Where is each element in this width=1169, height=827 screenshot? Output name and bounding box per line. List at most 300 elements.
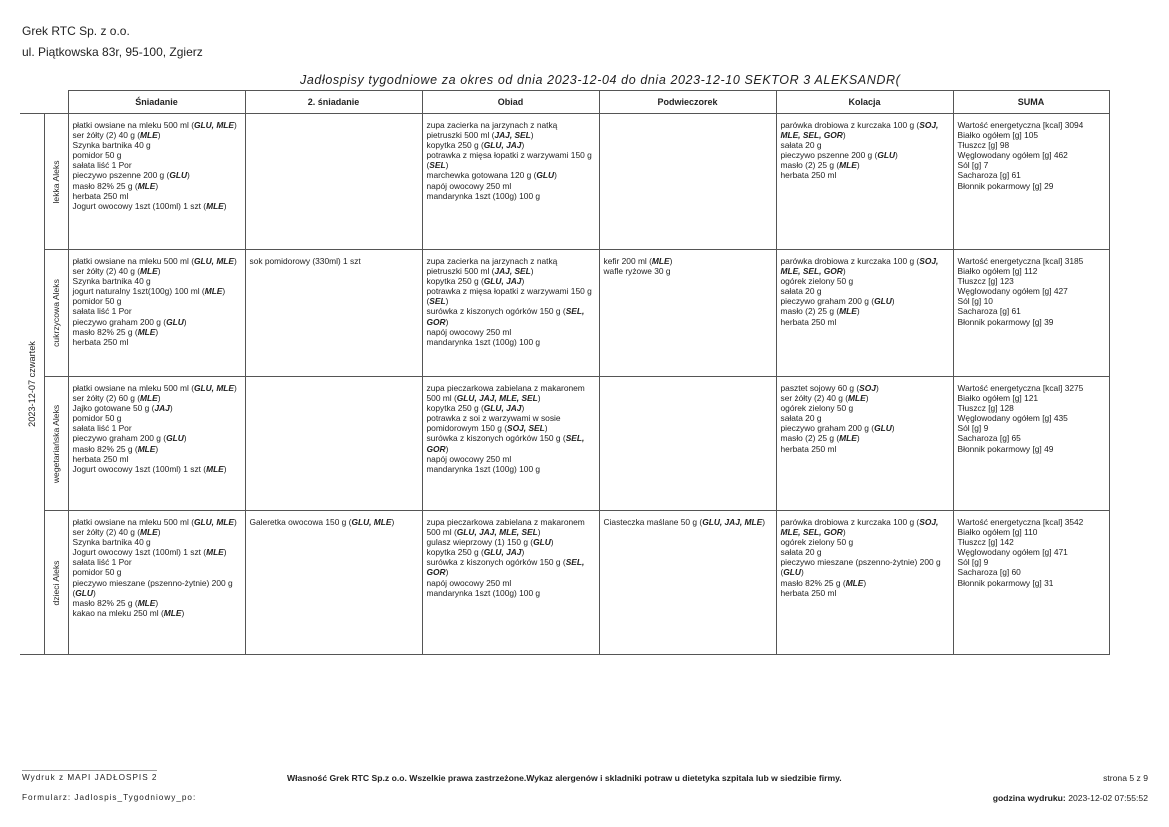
header-row bbox=[20, 91, 1109, 114]
item-text: parówka drobiowa z kurczaka 100 g ( bbox=[780, 120, 920, 130]
meal-item bbox=[73, 537, 241, 547]
item-text-end: ) bbox=[800, 567, 804, 578]
item-text: Tłuszcz [g] 123 bbox=[957, 276, 1014, 287]
item-text-end: ) bbox=[391, 517, 395, 527]
nutrition-value bbox=[958, 170, 1105, 180]
meal-item bbox=[73, 191, 241, 201]
allergen-codes: MLE bbox=[137, 443, 156, 454]
meal-cell-afternoon-snack bbox=[599, 250, 776, 377]
meal-item bbox=[604, 266, 772, 276]
allergen-codes: GLU, MLE bbox=[194, 256, 235, 266]
allergen-codes: MLE bbox=[137, 180, 156, 191]
allergen-codes: MLE bbox=[137, 326, 156, 337]
meal-item bbox=[427, 578, 595, 588]
item-text-end: ) bbox=[521, 276, 525, 287]
allergen-codes: SOJ, MLE, SEL, GOR bbox=[780, 120, 939, 141]
nutrition-value bbox=[958, 547, 1105, 557]
meal-cell-lunch bbox=[422, 250, 599, 377]
item-text-end: ) bbox=[223, 200, 227, 211]
allergen-codes: GLU, MLE bbox=[194, 517, 235, 527]
meal-item bbox=[73, 547, 241, 557]
item-text: Węglowodany ogółem [g] 427 bbox=[957, 286, 1068, 297]
allergen-codes: GLU bbox=[166, 316, 184, 327]
allergen-codes: MLE bbox=[651, 256, 670, 266]
item-text: ser żółty (2) 60 g ( bbox=[72, 393, 140, 404]
meal-item bbox=[781, 433, 949, 443]
diet-name-cell bbox=[44, 114, 68, 250]
item-text-end: ) bbox=[187, 170, 190, 181]
meal-item bbox=[781, 517, 949, 537]
nutrition-value bbox=[958, 181, 1105, 191]
item-text: napój owocowy 250 ml bbox=[426, 180, 512, 191]
nutrition-value bbox=[958, 578, 1105, 588]
item-text-end: ) bbox=[92, 587, 96, 598]
meal-item bbox=[73, 160, 241, 170]
item-text-end: ) bbox=[550, 537, 554, 548]
item-text: pasztet sojowy 60 g ( bbox=[780, 383, 860, 393]
item-text-end: ) bbox=[895, 150, 898, 161]
meal-item bbox=[781, 317, 949, 327]
item-text-end: ) bbox=[157, 266, 161, 277]
item-text-end: ) bbox=[181, 607, 185, 618]
allergen-codes: MLE bbox=[140, 130, 158, 141]
item-text: surówka z kiszonych ogórków 150 g ( bbox=[426, 306, 566, 317]
allergen-codes: SOJ, MLE, SEL, GOR bbox=[780, 517, 939, 538]
nutrition-value bbox=[958, 567, 1105, 577]
diet-name-cell bbox=[44, 250, 68, 377]
meal-item bbox=[73, 464, 241, 474]
meal-item bbox=[781, 120, 949, 140]
item-text-end: ) bbox=[544, 423, 548, 434]
item-text: herbata 250 ml bbox=[72, 336, 129, 347]
item-text: mandarynka 1szt (100g) 100 g bbox=[426, 190, 541, 201]
item-text: Białko ogółem [g] 105 bbox=[957, 130, 1039, 141]
meal-item bbox=[73, 527, 241, 537]
item-text: pieczywo graham 200 g ( bbox=[72, 316, 167, 327]
item-text: sałata liść 1 Por bbox=[72, 160, 132, 171]
item-text: Białko ogółem [g] 121 bbox=[957, 393, 1039, 404]
meal-item bbox=[73, 296, 241, 306]
meal-item bbox=[427, 588, 595, 598]
item-text-end: ) bbox=[842, 130, 846, 141]
item-text-end: ) bbox=[234, 256, 237, 266]
item-text-end: ) bbox=[762, 517, 766, 527]
item-text: ogórek zielony 50 g bbox=[780, 276, 854, 287]
item-text: Sacharoza [g] 61 bbox=[957, 170, 1021, 181]
allergen-codes: MLE bbox=[848, 393, 866, 404]
item-text: herbata 250 ml bbox=[780, 316, 837, 327]
item-text: zupa pieczarkowa zabielana z makaronem 500 ml ( bbox=[426, 517, 585, 538]
item-text: kakao na mleku 250 ml ( bbox=[72, 607, 164, 618]
allergen-codes: GLU bbox=[533, 537, 551, 548]
item-text: surówka z kiszonych ogórków 150 g ( bbox=[426, 557, 566, 568]
meal-item bbox=[427, 337, 595, 347]
item-text-end: ) bbox=[530, 130, 534, 141]
footer-printout: Wydruk z MAPI JADŁOSPIS 2 bbox=[22, 773, 158, 782]
meal-item bbox=[73, 170, 241, 180]
item-text: herbata 250 ml bbox=[780, 443, 837, 454]
allergen-codes: SOJ, SEL bbox=[507, 423, 545, 434]
meal-cell-second-breakfast bbox=[245, 511, 422, 655]
item-text: Ciasteczka maślane 50 g ( bbox=[603, 517, 703, 527]
item-text: Szynka bartnika 40 g bbox=[72, 537, 151, 548]
allergen-codes: MLE bbox=[206, 463, 224, 474]
item-text-end: ) bbox=[155, 180, 159, 191]
item-text: kopytka 250 g ( bbox=[426, 140, 484, 151]
allergen-codes: SEL bbox=[429, 296, 446, 307]
meal-item bbox=[73, 256, 241, 266]
item-text-end: ) bbox=[169, 403, 173, 414]
meal-item bbox=[73, 413, 241, 423]
item-text: surówka z kiszonych ogórków 150 g ( bbox=[426, 433, 566, 444]
allergen-codes: GLU, JAJ bbox=[483, 547, 522, 558]
item-text: płatki owsiane na mleku 500 ml ( bbox=[72, 256, 194, 266]
item-text: Białko ogółem [g] 110 bbox=[957, 527, 1038, 538]
meal-cell-lunch bbox=[422, 511, 599, 655]
meal-item bbox=[73, 403, 241, 413]
allergen-codes: GLU, JAJ, MLE, SEL bbox=[456, 527, 538, 538]
item-text: pieczywo mieszane (pszenno-żytnie) 200 g ( bbox=[72, 577, 233, 598]
nutrition-value bbox=[958, 266, 1105, 276]
item-text: masło 82% 25 g ( bbox=[72, 180, 138, 191]
item-text-end: ) bbox=[155, 326, 159, 337]
item-text: Węglowodany ogółem [g] 435 bbox=[957, 413, 1068, 424]
item-text-end: ) bbox=[445, 316, 449, 327]
item-text-end: ) bbox=[155, 443, 159, 454]
meal-item bbox=[427, 120, 595, 140]
allergen-codes: MLE bbox=[140, 527, 158, 538]
meal-item bbox=[781, 557, 949, 577]
item-text-end: ) bbox=[865, 393, 869, 404]
allergen-codes: MLE bbox=[839, 160, 857, 171]
meal-item bbox=[427, 433, 595, 453]
meal-item bbox=[427, 403, 595, 413]
item-text: mandarynka 1szt (100g) 100 g bbox=[426, 587, 541, 598]
item-text: napój owocowy 250 ml bbox=[426, 453, 512, 464]
item-text: Jogurt owocowy 1szt (100ml) 1 szt ( bbox=[72, 463, 207, 474]
allergen-codes: GLU, JAJ, MLE bbox=[702, 517, 763, 527]
meal-item bbox=[781, 140, 949, 150]
item-text: Błonnik pokarmowy [g] 29 bbox=[957, 180, 1054, 191]
meal-item bbox=[427, 181, 595, 191]
item-text-end: ) bbox=[445, 160, 449, 171]
allergen-codes: GLU, MLE bbox=[351, 517, 392, 527]
item-text: Białko ogółem [g] 112 bbox=[957, 266, 1038, 277]
allergen-codes: MLE bbox=[204, 286, 223, 297]
meal-item bbox=[781, 578, 949, 588]
meal-item bbox=[73, 578, 241, 598]
item-text: parówka drobiowa z kurczaka 100 g ( bbox=[780, 517, 920, 527]
item-text: Szynka bartnika 40 g bbox=[72, 140, 151, 151]
item-text: Błonnik pokarmowy [g] 31 bbox=[957, 577, 1054, 588]
allergen-codes: SEL bbox=[429, 160, 446, 171]
meal-cell-summary bbox=[953, 114, 1109, 250]
item-text: zupa zacierka na jarzynach z natką pietruszki 500 ml ( bbox=[426, 256, 558, 277]
meal-item bbox=[427, 327, 595, 337]
item-text: pieczywo graham 200 g ( bbox=[72, 433, 167, 444]
nutrition-value bbox=[958, 444, 1105, 454]
meal-cell-afternoon-snack bbox=[599, 114, 776, 250]
page-title: Jadłospisy tygodniowe za okres od dnia 2023-12-04 do dnia 2023-12-10 SEKTOR 3 ALEKSANDR( bbox=[300, 73, 901, 87]
item-text: sałata liść 1 Por bbox=[72, 423, 132, 434]
item-text: sałata liść 1 Por bbox=[72, 557, 132, 568]
meal-item bbox=[781, 296, 949, 306]
meal-item bbox=[73, 140, 241, 150]
nutrition-value bbox=[958, 413, 1105, 423]
item-text-end: ) bbox=[521, 403, 525, 414]
meal-item bbox=[781, 393, 949, 403]
meal-item bbox=[781, 588, 949, 598]
day-label: 2023-12-07 czwartek bbox=[26, 341, 37, 427]
allergen-codes: JAJ, SEL bbox=[494, 266, 531, 277]
item-text: Sól [g] 7 bbox=[957, 160, 989, 171]
item-text: ogórek zielony 50 g bbox=[780, 403, 854, 414]
meal-item bbox=[427, 383, 595, 403]
meal-cell-breakfast bbox=[68, 511, 245, 655]
item-text-end: ) bbox=[863, 577, 867, 588]
meal-item bbox=[73, 557, 241, 567]
nutrition-value bbox=[958, 423, 1105, 433]
meal-cell-dinner bbox=[776, 511, 953, 655]
meal-item bbox=[73, 317, 241, 327]
item-text: pomidor 50 g bbox=[72, 567, 122, 578]
company-name: Grek RTC Sp. z o.o. bbox=[22, 24, 130, 38]
item-text-end: ) bbox=[222, 286, 226, 297]
nutrition-value bbox=[958, 403, 1105, 413]
meal-item bbox=[73, 286, 241, 296]
item-text: Błonnik pokarmowy [g] 39 bbox=[957, 316, 1054, 327]
item-text-end: ) bbox=[521, 547, 525, 558]
meal-item bbox=[73, 337, 241, 347]
diet-name-cell bbox=[44, 377, 68, 511]
footer-print-time bbox=[993, 793, 1148, 803]
nutrition-value bbox=[958, 160, 1105, 170]
diet-name: cukrzycowa Aleks bbox=[50, 279, 61, 347]
item-text: herbata 250 ml bbox=[72, 453, 129, 464]
allergen-codes: GLU, MLE bbox=[194, 383, 235, 393]
meal-item bbox=[781, 276, 949, 286]
item-text: mandarynka 1szt (100g) 100 g bbox=[426, 336, 541, 347]
meal-item bbox=[781, 256, 949, 276]
item-text: Wartość energetyczna [kcal] 3542 bbox=[957, 517, 1084, 527]
allergen-codes: MLE bbox=[845, 577, 864, 588]
allergen-codes: MLE bbox=[137, 597, 156, 608]
item-text: kopytka 250 g ( bbox=[426, 547, 484, 558]
item-text: Tłuszcz [g] 98 bbox=[957, 140, 1010, 151]
item-text-end: ) bbox=[554, 170, 557, 181]
item-text-end: ) bbox=[234, 383, 237, 393]
nutrition-value bbox=[958, 256, 1105, 266]
meal-item bbox=[781, 383, 949, 393]
item-text: pomidor 50 g bbox=[72, 413, 122, 424]
item-text: sałata 20 g bbox=[780, 286, 822, 297]
meal-item bbox=[73, 383, 241, 393]
item-text: pieczywo graham 200 g ( bbox=[780, 423, 875, 434]
item-text-end: ) bbox=[445, 567, 449, 578]
item-text: Wartość energetyczna [kcal] 3094 bbox=[957, 120, 1084, 130]
meal-item bbox=[73, 454, 241, 464]
meal-item bbox=[73, 327, 241, 337]
item-text: masło 82% 25 g ( bbox=[72, 443, 138, 454]
meal-item bbox=[781, 547, 949, 557]
item-text: pomidor 50 g bbox=[72, 296, 122, 307]
item-text-end: ) bbox=[521, 140, 525, 151]
item-text: pieczywo graham 200 g ( bbox=[780, 296, 875, 307]
item-text: parówka drobiowa z kurczaka 100 g ( bbox=[780, 256, 920, 266]
item-text: kopytka 250 g ( bbox=[426, 276, 484, 287]
footer-page-number: strona 5 z 9 bbox=[1103, 773, 1148, 783]
item-text: sałata 20 g bbox=[780, 547, 822, 558]
allergen-codes: SEL, GOR bbox=[426, 306, 585, 327]
item-text: Szynka bartnika 40 g bbox=[72, 276, 151, 287]
allergen-codes: GLU, JAJ, MLE, SEL bbox=[456, 393, 538, 404]
item-text: marchewka gotowana 120 g ( bbox=[426, 170, 537, 181]
item-text-end: ) bbox=[537, 393, 541, 404]
meal-cell-summary bbox=[953, 377, 1109, 511]
meal-item bbox=[781, 306, 949, 316]
meal-item bbox=[781, 150, 949, 160]
item-text-end: ) bbox=[856, 160, 860, 171]
item-text: ogórek zielony 50 g bbox=[780, 537, 854, 548]
meal-cell-second-breakfast bbox=[245, 250, 422, 377]
nutrition-value bbox=[958, 306, 1105, 316]
nutrition-value bbox=[958, 527, 1105, 537]
allergen-codes: SOJ, MLE, SEL, GOR bbox=[780, 256, 939, 277]
item-text: Sól [g] 9 bbox=[957, 557, 989, 568]
item-text: gulasz wieprzowy (1) 150 g ( bbox=[426, 537, 534, 548]
item-text: Wartość energetyczna [kcal] 3185 bbox=[957, 256, 1084, 266]
item-text: ser żółty (2) 40 g ( bbox=[780, 393, 848, 404]
allergen-codes: MLE bbox=[206, 547, 224, 558]
item-text-end: ) bbox=[891, 423, 895, 434]
meal-item bbox=[427, 557, 595, 577]
item-text: Tłuszcz [g] 128 bbox=[957, 403, 1014, 414]
item-text: herbata 250 ml bbox=[72, 190, 129, 201]
item-text-end: ) bbox=[856, 433, 860, 444]
meal-cell-afternoon-snack bbox=[599, 377, 776, 511]
allergen-codes: JAJ bbox=[154, 403, 170, 414]
allergen-codes: MLE bbox=[163, 607, 182, 618]
nutrition-value bbox=[958, 276, 1105, 286]
item-text: Sól [g] 10 bbox=[957, 296, 993, 307]
item-text: ser żółty (2) 40 g ( bbox=[72, 266, 140, 277]
nutrition-value bbox=[958, 286, 1105, 296]
item-text: płatki owsiane na mleku 500 ml ( bbox=[72, 517, 194, 527]
item-text: napój owocowy 250 ml bbox=[426, 577, 512, 588]
meal-item bbox=[781, 286, 949, 296]
column-header: Podwieczorek bbox=[599, 91, 776, 114]
meal-item bbox=[781, 170, 949, 180]
diet-name-cell bbox=[44, 511, 68, 655]
meal-cell-summary bbox=[953, 511, 1109, 655]
item-text: potrawka z mięsa łopatki z warzywami 150 g ( bbox=[426, 150, 592, 171]
allergen-codes: GLU bbox=[169, 170, 188, 181]
allergen-codes: GLU bbox=[166, 433, 184, 444]
meal-cell-second-breakfast bbox=[245, 377, 422, 511]
item-text: Węglowodany ogółem [g] 462 bbox=[957, 150, 1068, 161]
meal-item bbox=[427, 306, 595, 326]
meal-item bbox=[427, 537, 595, 547]
item-text-end: ) bbox=[183, 316, 187, 327]
allergen-codes: MLE bbox=[140, 393, 158, 404]
item-text-end: ) bbox=[155, 597, 159, 608]
meal-cell-breakfast bbox=[68, 114, 245, 250]
item-text: pieczywo pszenne 200 g ( bbox=[72, 170, 170, 181]
meal-item bbox=[604, 256, 772, 266]
item-text: potrawka z mięsa łopatki z warzywami 150 g ( bbox=[426, 286, 592, 307]
meal-item bbox=[73, 444, 241, 454]
item-text-end: ) bbox=[842, 527, 846, 538]
nutrition-value bbox=[958, 383, 1105, 393]
item-text: zupa zacierka na jarzynach z natką pietruszki 500 ml ( bbox=[426, 120, 558, 141]
item-text: Sacharoza [g] 61 bbox=[957, 306, 1021, 317]
allergen-codes: GLU, JAJ bbox=[483, 403, 522, 414]
item-text: płatki owsiane na mleku 500 ml ( bbox=[72, 383, 194, 393]
meal-item bbox=[73, 598, 241, 608]
meal-item bbox=[781, 444, 949, 454]
diet-name: wegetariańska Aleks bbox=[50, 404, 61, 483]
allergen-codes: GLU bbox=[783, 567, 801, 578]
item-text: pieczywo pszenne 200 g ( bbox=[780, 150, 878, 161]
item-text: sałata 20 g bbox=[780, 413, 822, 424]
nutrition-value bbox=[958, 120, 1105, 130]
meal-cell-dinner bbox=[776, 377, 953, 511]
allergen-codes: GLU bbox=[874, 296, 892, 307]
meal-item bbox=[427, 150, 595, 170]
item-text: herbata 250 ml bbox=[780, 587, 837, 598]
item-text: masło (2) 25 g ( bbox=[780, 433, 840, 444]
meal-item bbox=[73, 306, 241, 316]
item-text-end: ) bbox=[183, 433, 187, 444]
day-cell bbox=[20, 114, 44, 655]
meal-item bbox=[427, 191, 595, 201]
item-text: Jogurt owocowy 1szt (100ml) 1 szt ( bbox=[72, 200, 207, 211]
footer-form: Formularz: Jadlospis_Tygodniowy_po: bbox=[22, 793, 197, 802]
allergen-codes: GLU bbox=[877, 150, 896, 161]
allergen-codes: MLE bbox=[839, 306, 857, 317]
item-text: masło (2) 25 g ( bbox=[780, 160, 840, 171]
item-text-end: ) bbox=[223, 547, 227, 558]
item-text: napój owocowy 250 ml bbox=[426, 326, 512, 337]
meal-item bbox=[73, 130, 241, 140]
meal-item bbox=[427, 276, 595, 286]
item-text-end: ) bbox=[530, 266, 534, 277]
allergen-codes: SEL, GOR bbox=[426, 557, 585, 578]
meal-item bbox=[781, 423, 949, 433]
column-header: Kolacja bbox=[776, 91, 953, 114]
meal-item bbox=[73, 276, 241, 286]
item-text: pomidor 50 g bbox=[72, 150, 122, 161]
item-text: Tłuszcz [g] 142 bbox=[957, 537, 1014, 548]
item-text: Sacharoza [g] 60 bbox=[957, 567, 1021, 578]
diet-row bbox=[20, 377, 1109, 511]
item-text: Jajko gotowane 50 g ( bbox=[72, 403, 155, 414]
diet-row bbox=[20, 511, 1109, 655]
allergen-codes: SEL, GOR bbox=[426, 433, 585, 454]
item-text: Galeretka owocowa 150 g ( bbox=[249, 517, 352, 527]
meal-item bbox=[73, 567, 241, 577]
diet-row bbox=[20, 114, 1109, 250]
nutrition-value bbox=[958, 140, 1105, 150]
nutrition-value bbox=[958, 150, 1105, 160]
item-text: Sacharoza [g] 65 bbox=[957, 433, 1021, 444]
column-header: 2. śniadanie bbox=[245, 91, 422, 114]
meal-item bbox=[427, 140, 595, 150]
nutrition-value bbox=[958, 433, 1105, 443]
item-text: ser żółty (2) 40 g ( bbox=[72, 527, 140, 538]
meal-item bbox=[781, 537, 949, 547]
allergen-codes: GLU bbox=[874, 423, 892, 434]
